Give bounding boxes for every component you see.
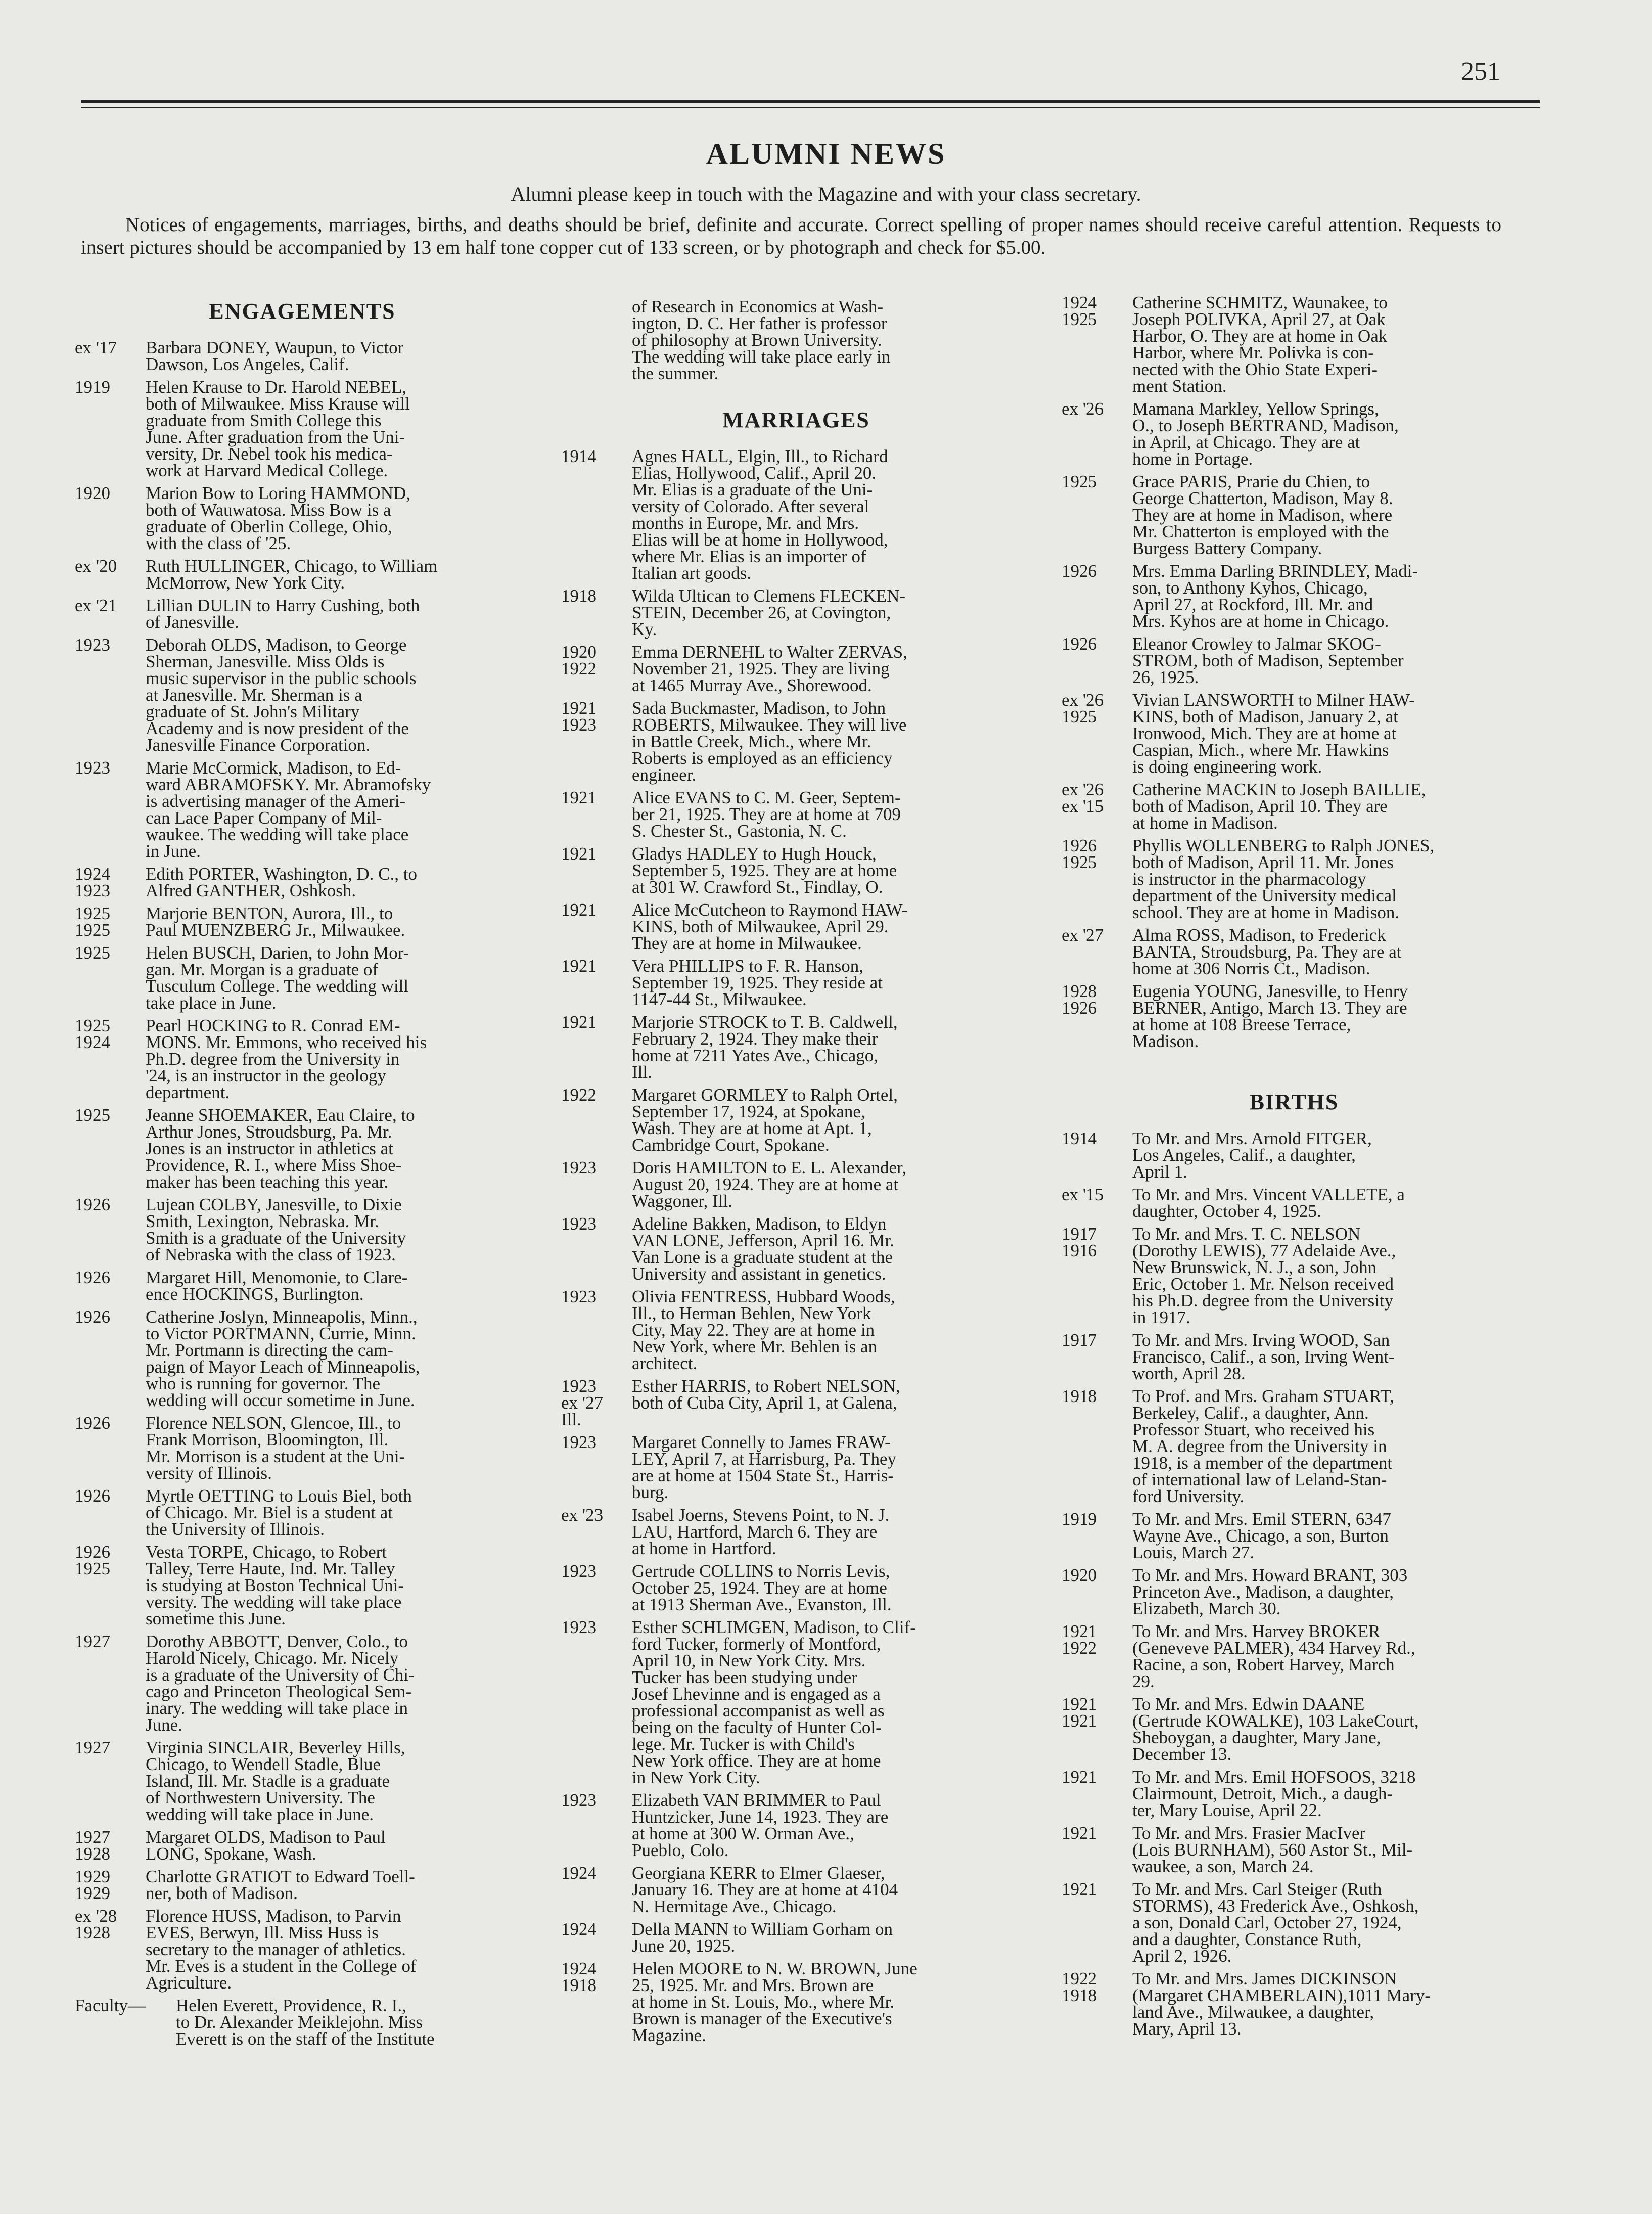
entry-text: Lillian DULIN to Harry Cushing, both of Janesville. <box>146 596 420 632</box>
entry-text: Eugenia YOUNG, Janesville, to Henry BERNER, Antigo, March 13. They are at home at 108 Breese Terrace, Madison. <box>1132 981 1408 1051</box>
entry-year: 1927 <box>75 1738 110 1757</box>
list-item <box>561 700 1031 783</box>
marriages-heading: MARRIAGES <box>722 408 870 432</box>
list-item <box>1062 837 1527 921</box>
entry-year: 1921 <box>561 900 596 920</box>
entry-text: Margaret GORMLEY to Ralph Ortel, September 17, 1924, at Spokane, Wash. They are at home at Apt. 1, Cambridge Court, Spokane. <box>632 1085 898 1155</box>
list-item <box>561 1921 1031 1954</box>
list-item <box>75 339 530 373</box>
list-item <box>75 759 530 860</box>
entry-year: 1926 1925 <box>75 1542 110 1578</box>
list-item <box>75 485 530 552</box>
entry-year: 1923 <box>561 1561 596 1581</box>
entry-text: Catherine SCHMITZ, Waunakee, to Joseph POLIVKA, April 27, at Oak Harbor, O. They are at home in Oak Harbor, where Mr. Polivka is con- nected with the Ohio State Experi- ment Station. <box>1132 293 1388 396</box>
entry-year: 1925 <box>1062 472 1097 491</box>
entry-text: Agnes HALL, Elgin, Ill., to Richard Elias, Hollywood, Calif., April 20. Mr. Elias is a graduate of the Uni- versity of Colorado. After several months in Europe, Mr. and Mrs. Elias will be at home in Hollywood, where Mr. Elias is an importer of Italian art goods. <box>632 446 888 583</box>
list-item <box>75 558 530 591</box>
marriages-list-continued <box>1062 294 1527 1050</box>
list-item <box>1062 1825 1527 1875</box>
entry-text: Alice EVANS to C. M. Geer, Septem- ber 21, 1925. They are at home at 709 S. Chester St., Gastonia, N. C. <box>632 788 901 841</box>
list-item <box>75 1308 530 1409</box>
entry-text: Gladys HADLEY to Hugh Houck, September 5, 1925. They are at home at 301 W. Crawford St., Findlay, O. <box>632 844 897 897</box>
engagements-heading: ENGAGEMENTS <box>209 299 396 324</box>
list-item <box>1062 1332 1527 1382</box>
list-item <box>1062 781 1527 831</box>
entry-text: Eleanor Crowley to Jalmar SKOG- STROM, both of Madison, September 26, 1925. <box>1132 634 1404 687</box>
list-item <box>1062 1186 1527 1219</box>
entry-text: Vera PHILLIPS to F. R. Hanson, September 19, 1925. They reside at 1147-44 St., Milwaukee. <box>632 956 883 1009</box>
list-item <box>561 1619 1031 1786</box>
entry-text: To Mr. and Mrs. T. C. NELSON (Dorothy LEWIS), 77 Adelaide Ave., New Brunswick, N. J., a son, John Eric, October 1. Mr. Nelson received his Ph.D. degree from the University in 1917. <box>1132 1224 1396 1327</box>
entry-year: ex '23 <box>561 1505 604 1525</box>
list-item <box>75 1107 530 1190</box>
list-item <box>75 866 530 899</box>
entry-year: 1926 <box>75 1413 110 1433</box>
column-1 <box>75 298 530 2053</box>
entry-text: To Mr. and Mrs. Emil STERN, 6347 Wayne Ave., Chicago, a son, Burton Louis, March 27. <box>1132 1509 1391 1562</box>
entry-year: 1921 <box>561 844 596 864</box>
entry-text: Elizabeth VAN BRIMMER to Paul Huntzicker, June 14, 1923. They are at home at 300 W. Orman Ave., Pueblo, Colo. <box>632 1790 889 1860</box>
entry-year: ex '21 <box>75 596 117 615</box>
entry-year: 1923 <box>75 758 110 778</box>
entry-year: 1925 <box>75 943 110 963</box>
entry-text: Helen Krause to Dr. Harold NEBEL, both of Milwaukee. Miss Krause will graduate from Smith College this June. After graduation from the Uni- versity, Dr. Nebel took his medica- work at Harvard Medical College. <box>146 377 410 480</box>
entry-year: 1923 <box>561 1432 596 1452</box>
entry-year: 1927 1928 <box>75 1827 110 1864</box>
entry-year: 1920 <box>1062 1565 1097 1585</box>
entry-year: 1921 1922 <box>1062 1621 1097 1658</box>
list-item <box>561 1960 1031 2044</box>
entry-year: 1914 <box>561 446 596 466</box>
engagements-list <box>75 339 530 1991</box>
list-item <box>561 1159 1031 1209</box>
entry-text: Mrs. Emma Darling BRINDLEY, Madi- son, to Anthony Kyhos, Chicago, April 27, at Rockford, Ill. Mr. and Mrs. Kyhos are at home in Chicago. <box>1132 561 1418 631</box>
entry-year: 1923 <box>75 635 110 655</box>
list-item <box>561 448 1031 581</box>
list-item <box>75 944 530 1011</box>
entry-text: Sada Buckmaster, Madison, to John ROBERTS, Milwaukee. They will live in Battle Creek, Mich., where Mr. Roberts is employed as an efficiency engineer. <box>632 698 907 785</box>
entry-text: Vivian LANSWORTH to Milner HAW- KINS, both of Madison, January 2, at Ironwood, Mich. They are at home at Caspian, Mich., where Mr. Hawkins is doing engineering work. <box>1132 690 1415 777</box>
entry-year: 1921 <box>561 1012 596 1032</box>
entry-year: 1926 <box>1062 561 1097 581</box>
entry-year: ex '17 <box>75 338 117 357</box>
entry-text: Pearl HOCKING to R. Conrad EM- MONS. Mr. Emmons, who received his Ph.D. degree from the University in '24, is an instructor in the geology department. <box>146 1016 427 1102</box>
entry-text: Virginia SINCLAIR, Beverley Hills, Chicago, to Wendell Stadle, Blue Island, Ill. Mr. Stadle is a graduate of Northwestern University. The wedding will take place in June. <box>146 1738 405 1824</box>
entry-year: 1918 <box>561 586 596 606</box>
list-item <box>1062 983 1527 1050</box>
entry-text: To Prof. and Mrs. Graham STUART, Berkeley, Calif., a daughter, Ann. Professor Stuart, who received his M. A. degree from the University in 1918, is a member of the department of international law of Leland-Stan- ford University. <box>1132 1386 1394 1506</box>
list-item <box>561 901 1031 952</box>
entry-text: Deborah OLDS, Madison, to George Sherman, Janesville. Miss Olds is music supervisor in the public schools at Janesville. Mr. Sherman is a graduate of St. John's Military Academy and is now president of the Janesville Finance Corporation. <box>146 635 417 755</box>
header-rule-thin <box>81 107 1540 108</box>
entry-text: Alma ROSS, Madison, to Frederick BANTA, Stroudsburg, Pa. They are at home at 306 Norris Ct., Madison. <box>1132 925 1402 978</box>
entry-year: 1924 1918 <box>561 1959 596 1995</box>
list-item <box>561 1215 1031 1282</box>
entry-text: Jeanne SHOEMAKER, Eau Claire, to Arthur Jones, Stroudsburg, Pa. Mr. Jones is an instructor in athletics at Providence, R. I., where Miss Shoe- maker has been teaching this year. <box>146 1105 415 1192</box>
list-item <box>75 379 530 479</box>
list-item <box>1062 1970 1527 2037</box>
list-item <box>561 1087 1031 1153</box>
list-item <box>75 1739 530 1823</box>
list-item <box>561 1378 1031 1428</box>
entry-text: Florence NELSON, Glencoe, Ill., to Frank Morrison, Bloomington, Ill. Mr. Morrison is a student at the Uni- versity of Illinois. <box>146 1413 405 1483</box>
entry-text: To Mr. and Mrs. Vincent VALLETE, a daughter, October 4, 1925. <box>1132 1185 1405 1221</box>
entry-text: Georgiana KERR to Elmer Glaeser, January 16. They are at home at 4104 N. Hermitage Ave., Chicago. <box>632 1863 898 1916</box>
entry-text: To Mr. and Mrs. Carl Steiger (Ruth STORMS), 43 Frederick Ave., Oshkosh, a son, Donald Carl, October 27, 1924, and a daughter, Constance Ruth, April 2, 1926. <box>1132 1879 1419 1966</box>
entry-year: ex '26 1925 <box>1062 690 1104 727</box>
entry-year: 1926 <box>75 1195 110 1214</box>
list-item <box>1062 1881 1527 1964</box>
list-item <box>561 789 1031 839</box>
list-item <box>1062 473 1527 557</box>
entry-text: To Mr. and Mrs. Harvey BROKER (Geneveve PALMER), 434 Harvey Rd., Racine, a son, Robert Harvey, March 29. <box>1132 1621 1415 1691</box>
entry-year: 1926 <box>75 1307 110 1327</box>
entry-year: 1921 <box>1062 1879 1097 1899</box>
list-item <box>1062 927 1527 977</box>
faculty-entry-continuation: of Research in Economics at Wash- ington, D. C. Her father is professor of philosophy at Brown University. The wedding will take place early in the summer. <box>632 297 891 383</box>
entry-year: 1924 1923 <box>75 864 110 900</box>
entry-text: Lujean COLBY, Janesville, to Dixie Smith, Lexington, Nebraska. Mr. Smith is a graduate of the University of Nebraska with the class of 1923. <box>146 1195 406 1264</box>
entry-year: 1928 1926 <box>1062 981 1097 1018</box>
list-item <box>561 1865 1031 1915</box>
entry-year: 1929 1929 <box>75 1867 110 1903</box>
entry-year: 1926 <box>75 1486 110 1506</box>
entry-text: Catherine MACKIN to Joseph BAILLIE, both of Madison, April 10. They are at home in Madison. <box>1132 780 1426 833</box>
list-item <box>561 958 1031 1008</box>
list-item <box>1062 1623 1527 1690</box>
entry-year: 1922 1918 <box>1062 1969 1097 2005</box>
entry-year: ex '15 <box>1062 1185 1104 1204</box>
entry-year: 1921 <box>561 788 596 807</box>
entry-year: 1923 <box>561 1158 596 1178</box>
entry-text: Helen MOORE to N. W. BROWN, June 25, 1925. Mr. and Mrs. Brown are at home in St. Louis, Mo., where Mr. Brown is manager of the Executive's Magazine. <box>632 1959 917 2045</box>
births-list <box>1062 1130 1527 2037</box>
entry-text: Wilda Ultican to Clemens FLECKEN- STEIN, December 26, at Covington, Ky. <box>632 586 905 639</box>
list-item <box>561 1507 1031 1557</box>
list-item <box>75 1487 530 1538</box>
list-item <box>75 637 530 753</box>
entry-text: To Mr. and Mrs. James DICKINSON (Margaret CHAMBERLAIN),1011 Mary- land Ave., Milwaukee, a daughter, Mary, April 13. <box>1132 1969 1431 2039</box>
list-item <box>561 1563 1031 1613</box>
list-item <box>75 1544 530 1627</box>
list-item <box>1062 1388 1527 1505</box>
entry-year: 1920 <box>75 483 110 503</box>
page-number: 251 <box>1461 57 1500 86</box>
entry-year: 1917 <box>1062 1330 1097 1350</box>
entry-year: 1924 <box>561 1863 596 1883</box>
page-subtitle: Alumni please keep in touch with the Magazine and with your class secretary. <box>511 183 1141 205</box>
entry-year: 1920 1922 <box>561 642 596 679</box>
entry-year: Faculty— <box>75 1996 146 2015</box>
entry-year: 1917 1916 <box>1062 1224 1097 1260</box>
entry-text: Alice McCutcheon to Raymond HAW- KINS, both of Milwaukee, April 29. They are at home in Milwaukee. <box>632 900 908 953</box>
entry-year: 1924 <box>561 1919 596 1939</box>
entry-year: ex '20 <box>75 556 117 576</box>
list-item <box>1062 1130 1527 1180</box>
list-item <box>1062 1567 1527 1617</box>
entry-text: Myrtle OETTING to Louis Biel, both of Chicago. Mr. Biel is a student at the University of Illinois. <box>146 1486 412 1539</box>
list-item <box>75 1196 530 1263</box>
entry-year: 1919 <box>75 377 110 397</box>
list-item <box>75 1415 530 1481</box>
list-item <box>561 1792 1031 1859</box>
entry-year: 1925 1924 <box>75 1016 110 1052</box>
list-item <box>75 1908 530 1991</box>
entry-year: 1921 1921 <box>1062 1694 1097 1731</box>
entry-year: 1921 1923 <box>561 698 596 735</box>
entry-year: 1919 <box>1062 1509 1097 1529</box>
entry-year: 1921 <box>1062 1823 1097 1843</box>
list-item <box>75 1829 530 1862</box>
entry-year: 1926 <box>1062 634 1097 654</box>
entry-text: Marie McCormick, Madison, to Ed- ward ABRAMOFSKY. Mr. Abramofsky is advertising manager of the Ameri- can Lace Paper Company of Mil- waukee. The wedding will take place in June. <box>146 758 431 861</box>
entry-text: Margaret Hill, Menomonie, to Clare- ence HOCKINGS, Burlington. <box>146 1268 408 1304</box>
births-heading: BIRTHS <box>1249 1090 1339 1114</box>
list-item <box>561 1434 1031 1501</box>
entry-text: Isabel Joerns, Stevens Point, to N. J. LAU, Hartford, March 6. They are at home in Hartford. <box>632 1505 890 1558</box>
page-title: ALUMNI NEWS <box>706 137 946 170</box>
entry-text: Ruth HULLINGER, Chicago, to William McMorrow, New York City. <box>146 556 438 593</box>
entry-text: Olivia FENTRESS, Hubbard Woods, Ill., to Herman Behlen, New York City, May 22. They are at home in New York, where Mr. Behlen is an architect. <box>632 1287 895 1373</box>
entry-text: Doris HAMILTON to E. L. Alexander, August 20, 1924. They are at home at Waggoner, Ill. <box>632 1158 906 1211</box>
entry-text: Emma DERNEHL to Walter ZERVAS, November 21, 1925. They are living at 1465 Murray Ave., Shorewood. <box>632 642 907 695</box>
entry-text: Della MANN to William Gorham on June 20, 1925. <box>632 1919 893 1956</box>
faculty-entry <box>75 1997 530 2047</box>
marriages-list <box>561 448 1031 2044</box>
list-item <box>1062 1226 1527 1326</box>
list-item <box>1062 692 1527 775</box>
list-item <box>561 845 1031 895</box>
entry-year: 1921 <box>561 956 596 976</box>
entry-year: 1923 <box>561 1214 596 1234</box>
entry-text: To Mr. and Mrs. Howard BRANT, 303 Princeton Ave., Madison, a daughter, Elizabeth, March 30. <box>1132 1565 1408 1618</box>
list-item <box>75 1269 530 1302</box>
entry-text: Esther HARRIS, to Robert NELSON, both of Cuba City, April 1, at Galena, <box>632 1376 900 1413</box>
list-item <box>1062 563 1527 629</box>
entry-text: Helen BUSCH, Darien, to John Mor- gan. Mr. Morgan is a graduate of Tusculum College. The wedding will take place in June. <box>146 943 409 1013</box>
entry-year: ex '28 1928 <box>75 1906 117 1942</box>
entry-text: To Mr. and Mrs. Irving WOOD, San Francisco, Calif., a son, Irving Went- worth, April 28. <box>1132 1330 1395 1383</box>
entry-text: Margaret OLDS, Madison to Paul LONG, Spokane, Wash. <box>146 1827 386 1864</box>
entry-text: Helen Everett, Providence, R. I., to Dr. Alexander Meiklejohn. Miss Everett is on the staff of the Institute <box>176 1996 435 2049</box>
entry-year: 1925 1925 <box>75 903 110 940</box>
entry-year: ex '27 <box>1062 925 1104 945</box>
entry-text: Marjorie BENTON, Aurora, Ill., to Paul MUENZBERG Jr., Milwaukee. <box>146 903 405 940</box>
list-item <box>75 1868 530 1902</box>
entry-year: 1918 <box>1062 1386 1097 1406</box>
list-item <box>561 644 1031 694</box>
entry-year: 1923 <box>561 1287 596 1306</box>
list-item <box>561 588 1031 638</box>
list-item <box>75 905 530 938</box>
entry-text: To Mr. and Mrs. Frasier MacIver (Lois BURNHAM), 560 Astor St., Mil- waukee, a son, March 24. <box>1132 1823 1413 1876</box>
list-item <box>1062 400 1527 467</box>
list-item <box>1062 294 1527 394</box>
list-item <box>561 1288 1031 1372</box>
entry-text: To Mr. and Mrs. Emil HOFSOOS, 3218 Clairmount, Detroit, Mich., a daugh- ter, Mary Louise, April 22. <box>1132 1767 1416 1820</box>
entry-text: Marjorie STROCK to T. B. Caldwell, February 2, 1924. They make their home at 7211 Yates Ave., Chicago, Ill. <box>632 1012 898 1082</box>
entry-text: Florence HUSS, Madison, to Parvin EVES, Berwyn, Ill. Miss Huss is secretary to the manager of athletics. Mr. Eves is a student in the College of Agriculture. <box>146 1906 417 1993</box>
list-item <box>1062 1696 1527 1763</box>
entry-text: Dorothy ABBOTT, Denver, Colo., to Harold Nicely, Chicago. Mr. Nicely is a graduate of the University of Chi- cago and Princeton Theological Sem- inary. The wedding will take place in June. <box>146 1632 415 1735</box>
entry-text: Edith PORTER, Washington, D. C., to Alfred GANTHER, Oshkosh. <box>146 864 417 900</box>
list-item <box>1062 636 1527 686</box>
entry-text: Vesta TORPE, Chicago, to Robert Talley, Terre Haute, Ind. Mr. Talley is studying at Boston Technical Uni- versity. The wedding will take place sometime this June. <box>146 1542 404 1629</box>
entry-year: 1924 1925 <box>1062 293 1097 329</box>
entry-text: Catherine Joslyn, Minneapolis, Minn., to Victor PORTMANN, Currie, Minn. Mr. Portmann is directing the cam- paign of Mayor Leach of Minneapolis, who is running for governor. The wedding will occur sometime in June. <box>146 1307 420 1410</box>
entry-year: 1923 <box>561 1617 596 1637</box>
notice-paragraph: Notices of engagements, marriages, births, and deaths should be brief, definite and accurate. Correct spelling of proper names should receive careful attention. Requests to insert pictures should be accompanied by 13 em half tone copper cut of 133 screen, or by photograph and check for $5.00. <box>81 214 1501 258</box>
entry-text: Marion Bow to Loring HAMMOND, both of Wauwatosa. Miss Bow is a graduate of Oberlin College, Ohio, with the class of '25. <box>146 483 411 553</box>
entry-text: Barbara DONEY, Waupun, to Victor Dawson, Los Angeles, Calif. <box>146 338 404 374</box>
list-item <box>561 1014 1031 1080</box>
entry-text: Esther SCHLIMGEN, Madison, to Clif- ford Tucker, formerly of Montford, April 10, in New York City. Mrs. Tucker has been studying under Josef Lhevinne and is engaged as a professional accompanist as well as being on the faculty of Hunter Col- lege. Mr. Tucker is with Child's New York office. They are at home in New York City. <box>632 1617 916 1787</box>
list-item <box>75 1633 530 1733</box>
entry-year: 1921 <box>1062 1767 1097 1787</box>
entry-text: Charlotte GRATIOT to Edward Toell- ner, both of Madison. <box>146 1867 415 1903</box>
entry-text: Gertrude COLLINS to Norris Levis, October 25, 1924. They are at home at 1913 Sherman Ave., Evanston, Ill. <box>632 1561 892 1614</box>
entry-text: To Mr. and Mrs. Arnold FITGER, Los Angeles, Calif., a daughter, April 1. <box>1132 1128 1372 1182</box>
entry-text: Margaret Connelly to James FRAW- LEY, April 7, at Harrisburg, Pa. They are at home at 1504 State St., Harris- burg. <box>632 1432 897 1502</box>
entry-text: Mamana Markley, Yellow Springs, O., to Joseph BERTRAND, Madison, in April, at Chicago. They are at home in Portage. <box>1132 399 1399 469</box>
header-rule-thick <box>81 100 1540 103</box>
entry-year: 1926 <box>75 1268 110 1287</box>
entry-text: To Mr. and Mrs. Edwin DAANE (Gertrude KOWALKE), 103 LakeCourt, Sheboygan, a daughter, Mary Jane, December 13. <box>1132 1694 1419 1764</box>
entry-year: ex '26 <box>1062 399 1104 419</box>
entry-year: 1925 <box>75 1105 110 1125</box>
entry-year: 1922 <box>561 1085 596 1105</box>
list-item <box>75 597 530 630</box>
entry-year: 1923 ex '27 Ill. <box>561 1376 604 1429</box>
entry-year: ex '26 ex '15 <box>1062 780 1104 816</box>
list-item <box>75 1017 530 1101</box>
entry-text: Adeline Bakken, Madison, to Eldyn VAN LONE, Jefferson, April 16. Mr. Van Lone is a graduate student at the University and assistant in genetics. <box>632 1214 894 1284</box>
entry-year: 1927 <box>75 1632 110 1651</box>
entry-year: 1914 <box>1062 1128 1097 1148</box>
entry-text: Phyllis WOLLENBERG to Ralph JONES, both of Madison, April 11. Mr. Jones is instructor in the pharmacology department of the University medical school. They are at home in Madison. <box>1132 836 1435 922</box>
entry-year: 1926 1925 <box>1062 836 1097 872</box>
entry-text: Grace PARIS, Prarie du Chien, to George Chatterton, Madison, May 8. They are at home in Madison, where Mr. Chatterton is employed with the Burgess Battery Company. <box>1132 472 1393 558</box>
column-2 <box>561 298 1031 2050</box>
list-item <box>1062 1511 1527 1561</box>
column-3 <box>1062 294 1527 2043</box>
entry-year: 1923 <box>561 1790 596 1810</box>
list-item <box>1062 1769 1527 1819</box>
